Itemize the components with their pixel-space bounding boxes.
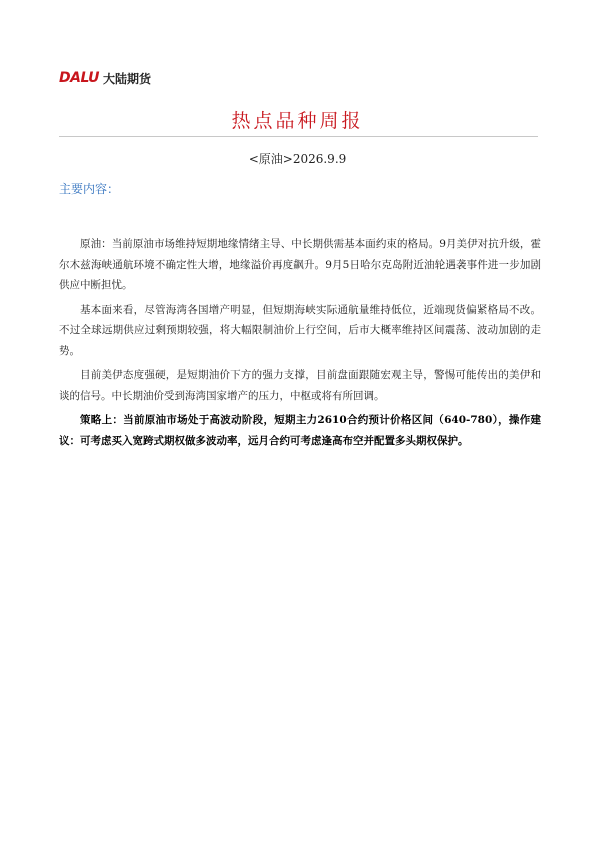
title-divider (59, 136, 538, 137)
company-logo (59, 70, 151, 86)
paragraph-fundamentals: 基本面来看，尽管海湾各国增产明显，但短期海峡实际通航量维持低位，近端现货偏紧格局不改。不过全球远期供应过剩预期较强，将大幅限制油价上行空间，后市大概率维持区间震荡、波动加剧的走势。 (59, 303, 541, 357)
report-title: 热点品种周报 (231, 110, 364, 132)
report-subtitle: <原油>2026.9.9 (248, 152, 347, 166)
paragraph-overview: 原油：当前原油市场维持短期地缘情绪主导、中长期供需基本面约束的格局。9月美伊对抗升级，霍尔木兹海峡通航环境不确定性大增，地缘溢价再度飙升。9月5日哈尔克岛附近油轮遇袭事件进一步加剧供应中断担忧。 (59, 238, 541, 291)
logo-mark: DALU (59, 70, 99, 86)
report-body (59, 234, 541, 455)
paragraph-strategy: 策略上：当前原油市场处于高波动阶段，短期主力2610合约预计价格区间（640-780），操作建议：可考虑买入宽跨式期权做多波动率，远月合约可考虑逢高布空并配置多头期权保护。 (59, 414, 541, 447)
section-heading: 主要内容： (59, 182, 120, 196)
logo-text: 大陆期货 (102, 71, 151, 86)
paragraph-outlook: 目前美伊态度强硬，是短期油价下方的强力支撑，目前盘面跟随宏观主导，警惕可能传出的美伊和谈的信号。中长期油价受到海湾国家增产的压力，中枢或将有所回调。 (59, 369, 541, 402)
